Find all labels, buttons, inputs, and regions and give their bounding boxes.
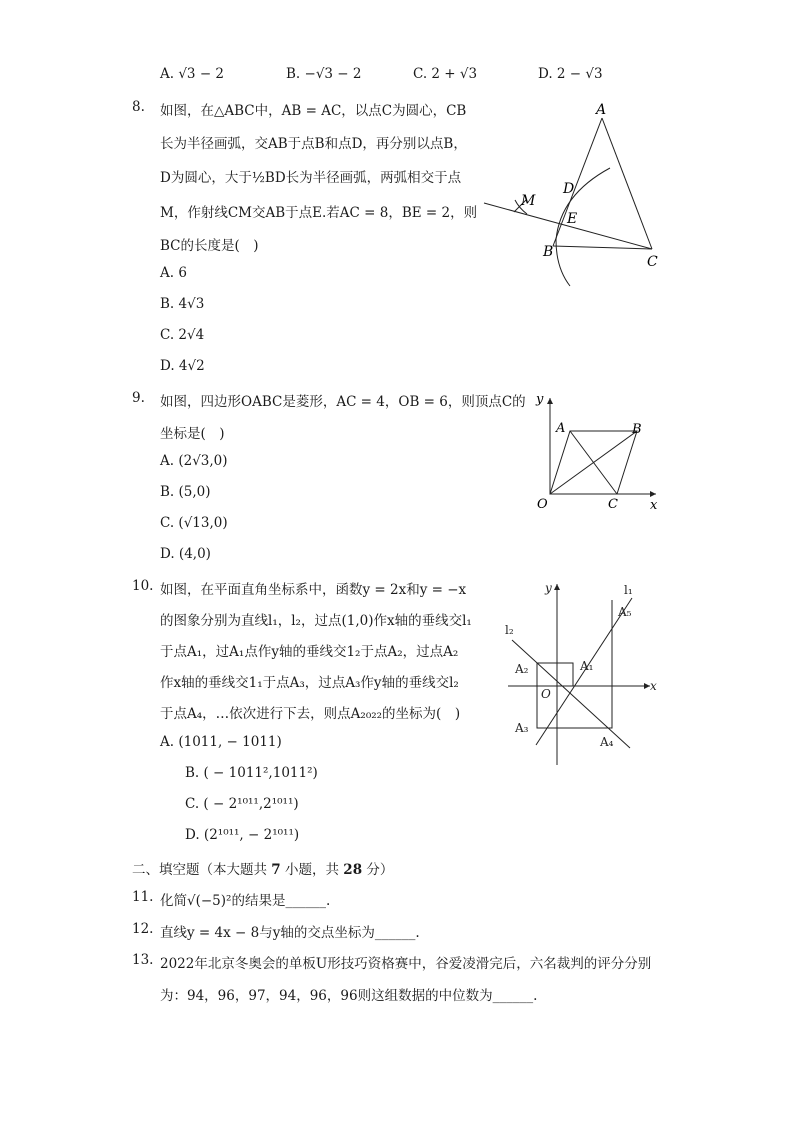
section-2-heading — [132, 858, 393, 878]
q8-option-b: B. 4√3 — [160, 296, 205, 312]
q8-label-a: A — [596, 102, 607, 118]
q8-option-d: D. 4√2 — [160, 358, 205, 374]
q9-label-a: A — [556, 421, 566, 436]
q8-label-c: C — [647, 254, 658, 270]
q10-label-a2: A₂ — [515, 662, 529, 676]
q10-label-l1: l₁ — [624, 583, 633, 597]
q10-line-5: 于点A₄，…依次进行下去，则点A₂₀₂₂的坐标为( ) — [160, 706, 461, 722]
q9-label-x: x — [650, 498, 658, 513]
q10-option-d: D. (2¹⁰¹¹, − 2¹⁰¹¹) — [185, 827, 300, 843]
q8-segment-bc — [553, 246, 652, 249]
q10-coordinate-figure — [500, 575, 665, 770]
q8-option-c: C. 2√4 — [160, 327, 205, 343]
q9-number: 9. — [132, 390, 145, 406]
q10-label-o: O — [541, 687, 551, 701]
q9-diagonal-ac — [570, 431, 617, 494]
q11-number: 11. — [132, 889, 154, 905]
q13-line-2: 为：94，96，97，94，96，96则这组数据的中位数为______. — [160, 988, 538, 1004]
q12-number: 12. — [132, 921, 154, 937]
q11-text: 化简√(−5)²的结果是______. — [160, 893, 331, 909]
q7-option-b: B. −√3 − 2 — [286, 66, 362, 82]
q9-label-y: y — [536, 392, 544, 407]
q8-line-4: M，作射线CM交AB于点E.若AC = 8，BE = 2，则 — [160, 205, 478, 221]
q12-text: 直线y = 4x − 8与y轴的交点坐标为______. — [160, 925, 420, 941]
q9-option-b: B. (5,0) — [160, 484, 211, 500]
q8-triangle-figure — [480, 96, 670, 291]
q10-option-a: A. (1011, − 1011) — [160, 734, 282, 750]
q13-number: 13. — [132, 952, 154, 968]
q10-label-a5: A₅ — [618, 605, 632, 619]
q13-line-1: 2022年北京冬奥会的单板U形技巧资格赛中，谷爱凌滑完后，六名裁判的评分分别 — [160, 956, 652, 972]
q10-label-l2: l₂ — [505, 623, 514, 637]
q9-label-o: O — [537, 497, 548, 512]
q7-option-c: C. 2 + √3 — [413, 66, 478, 82]
q8-segment-ac — [602, 118, 652, 249]
q10-line-3: 于点A₁，过A₁点作y轴的垂线交1₂于点A₂，过点A₂ — [160, 644, 459, 660]
q8-line-2: 长为半径画弧，交AB于点B和点D，再分别以点B， — [160, 136, 467, 152]
q9-line-1: 如图，四边形OABC是菱形，AC = 4，OB = 6，则顶点C的 — [160, 394, 526, 410]
q8-line-1: 如图，在△ABC中，AB = AC，以点C为圆心，CB — [160, 103, 467, 119]
q10-option-b: B. ( − 1011²,1011²) — [185, 765, 318, 781]
q7-option-d: D. 2 − √3 — [538, 66, 603, 82]
q8-label-m: M — [521, 193, 536, 209]
q8-line-3: D为圆心，大于½BD长为半径画弧，两弧相交于点 — [160, 170, 462, 186]
q9-option-a: A. (2√3,0) — [160, 453, 228, 469]
q9-label-c: C — [608, 497, 618, 512]
q10-label-a1: A₁ — [580, 659, 594, 673]
q8-line-5: BC的长度是( ) — [160, 238, 259, 254]
q9-line-2: 坐标是( ) — [160, 426, 225, 442]
q8-number: 8. — [132, 99, 145, 115]
section-2-total-score: 28 — [343, 862, 363, 878]
q10-line-1: 如图，在平面直角坐标系中，函数y = 2x和y = −x — [160, 582, 467, 598]
q8-segment-ab — [553, 118, 602, 246]
q7-option-a: A. √3 − 2 — [160, 66, 225, 82]
q10-label-x: x — [650, 679, 657, 693]
q9-option-c: C. (√13,0) — [160, 515, 228, 531]
q8-label-e: E — [567, 211, 578, 227]
q10-spiral-path — [537, 600, 612, 728]
section-2-heading-suffix: 分） — [362, 862, 394, 878]
q9-option-d: D. (4,0) — [160, 546, 211, 562]
q8-label-d: D — [563, 181, 575, 197]
q9-rhombus-figure — [530, 388, 666, 514]
q10-label-y: y — [545, 581, 552, 595]
section-2-heading-prefix: 二、填空题（本大题共 — [132, 862, 272, 878]
q10-number: 10. — [132, 578, 154, 594]
q10-line-4: 作x轴的垂线交1₁于点A₃，过点A₃作y轴的垂线交l₂ — [160, 675, 459, 691]
section-2-question-count: 7 — [271, 862, 281, 878]
section-2-heading-middle: 小题，共 — [280, 862, 344, 878]
q9-label-b: B — [632, 422, 642, 437]
q10-line-2: 的图象分别为直线l₁，l₂，过点(1,0)作x轴的垂线交l₁ — [160, 613, 472, 629]
q10-label-a3: A₃ — [515, 721, 529, 735]
q8-label-b: B — [543, 244, 554, 260]
q10-option-c: C. ( − 2¹⁰¹¹,2¹⁰¹¹) — [185, 796, 299, 812]
q8-option-a: A. 6 — [160, 265, 187, 281]
q10-label-a4: A₄ — [600, 735, 614, 749]
